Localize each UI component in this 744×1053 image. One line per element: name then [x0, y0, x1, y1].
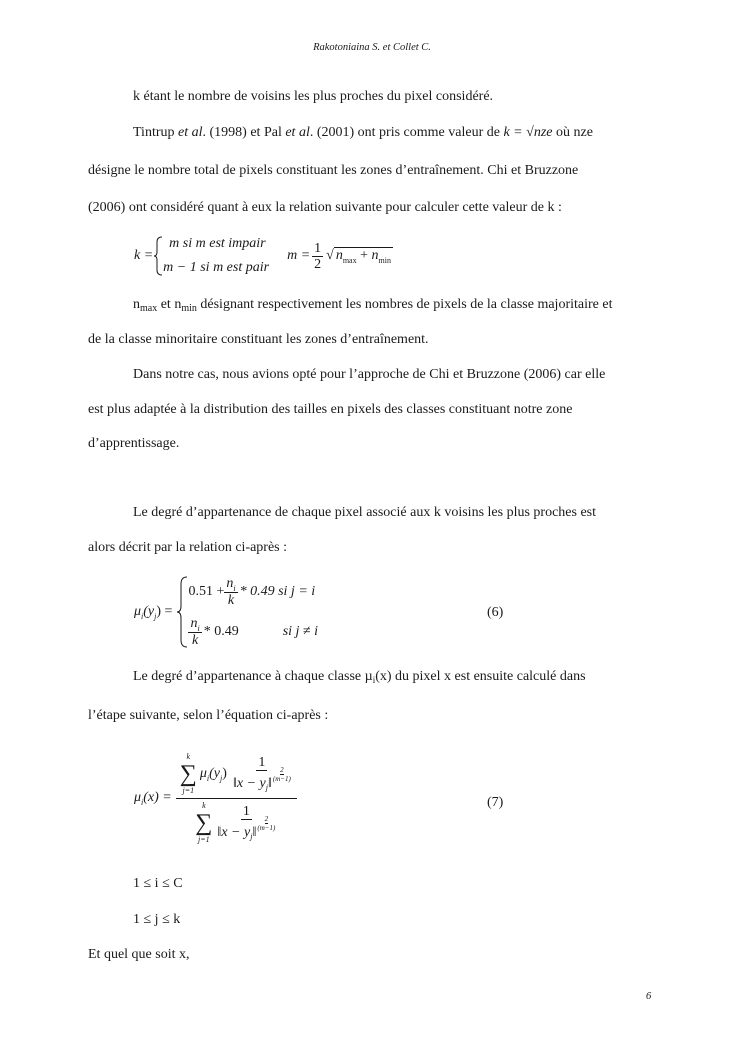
equation-7 — [134, 736, 297, 860]
eq-case: $\frac{n_i}{k}$ * 0.49 si j ≠ i — [190, 616, 318, 648]
eq-case: m − 1 si m est pair — [163, 260, 270, 275]
eq-cases — [163, 236, 269, 276]
paragraph-line: Le degré d’appartenance à chaque classe µ$_i$(x) du pixel x est ensuite calculé dans — [133, 669, 586, 685]
brace-icon — [153, 236, 163, 276]
paragraph-line: (2006) ont considéré quant à eux la relation suivante pour calculer cette valeur de k : — [88, 200, 562, 215]
page-number: 6 — [646, 991, 652, 1002]
eq-lhs: k = — [134, 248, 154, 263]
paragraph-line: $n_{max}$ et $n_{min}$ désignant respectivement les nombres de pixels de la classe majoritaire et — [133, 297, 613, 314]
equation-number: (6) — [487, 605, 504, 620]
running-header: Rakotoniaina S. et Collet C. — [313, 42, 431, 53]
paragraph-line: désigne le nombre total de pixels constituant les zones d’entraînement. Chi et Bruzzone — [88, 163, 579, 178]
equation-number: (7) — [487, 795, 504, 810]
eq-main-fraction — [176, 752, 297, 845]
paragraph-line: Le degré d’appartenance de chaque pixel associé aux k voisins les plus proches est — [133, 505, 596, 520]
paragraph-line: Tintrup et al. (1998) et Pal et al. (2001) ont pris comme valeur de k = √nze où nze — [133, 125, 593, 140]
eq-radicand: $n_{max} + n_{min}$ — [335, 248, 391, 265]
condition-line: 1 ≤ i ≤ C — [133, 876, 183, 891]
paragraph-line: k étant le nombre de voisins les plus proches du pixel considéré. — [133, 89, 494, 104]
paragraph-line: Et quel que soit x, — [88, 947, 190, 962]
eq-cases — [188, 576, 318, 648]
eq-fraction: $\frac{1}{2}$ — [314, 240, 322, 272]
condition-line: 1 ≤ j ≤ k — [133, 912, 181, 927]
eq-numerator: k ∑ j=1 $\mu_i(y_j)$ 1 ‖x − y j ‖ 2 (m−1) — [176, 752, 297, 799]
eq-case: m si m est impair — [169, 236, 266, 251]
paragraph-line: d’apprentissage. — [88, 436, 180, 451]
brace-icon — [176, 576, 188, 648]
paragraph-line: alors décrit par la relation ci-après : — [88, 540, 288, 555]
paragraph-line: de la classe minoritaire constituant les zones d’entraînement. — [88, 332, 429, 347]
eq-lhs: $\mu_i(x)$ = — [134, 789, 172, 807]
eq-denominator: k ∑ j=1 1 ‖x − y j ‖ 2 (m−1) — [195, 800, 276, 844]
equation-k — [134, 236, 393, 276]
eq-lhs: m = — [287, 248, 311, 263]
eq-lhs: $\mu_i(y_j)$ = — [134, 603, 173, 621]
paragraph-line: l’étape suivante, selon l’équation ci-après : — [88, 708, 329, 723]
paragraph-line: est plus adaptée à la distribution des tailles en pixels des classes constituant notre zone — [88, 402, 573, 417]
equation-6 — [134, 576, 318, 648]
paragraph-line: Dans notre cas, nous avions opté pour l’approche de Chi et Bruzzone (2006) car elle — [133, 367, 606, 382]
sqrt-sign: √ — [326, 248, 334, 263]
eq-case: 0.51 + $\frac{n_i}{k}$ * 0.49 si j = i — [188, 576, 316, 608]
